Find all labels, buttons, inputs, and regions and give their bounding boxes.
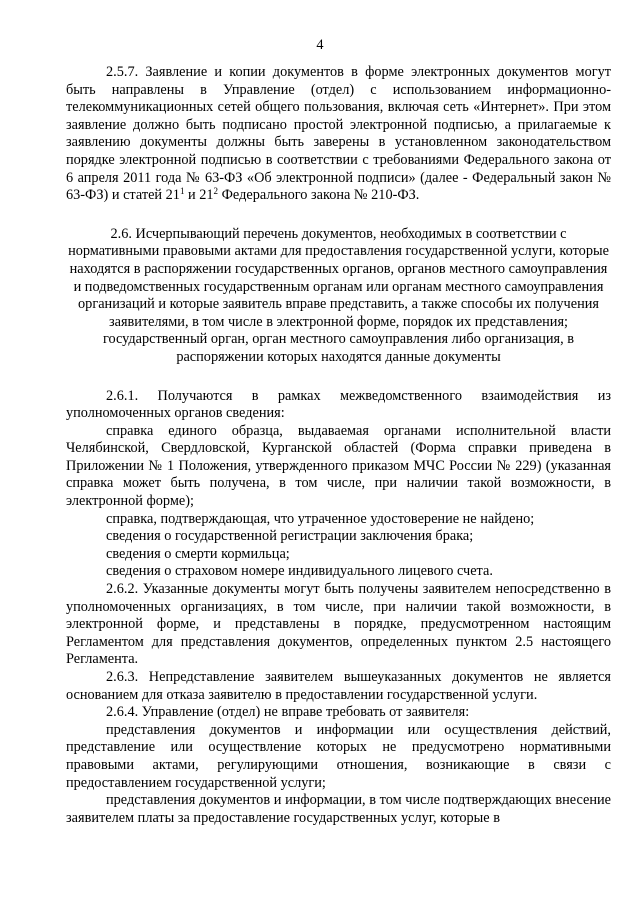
list-item-death: сведения о смерти кормильца; xyxy=(106,545,290,562)
superscript: 1 xyxy=(179,186,185,197)
superscript: 2 xyxy=(213,186,219,197)
paragraph-2-6-4: 2.6.4. Управление (отдел) не вправе требовать от заявителя: xyxy=(106,704,470,721)
paragraph-text: Федерального закона № 210-ФЗ. xyxy=(218,187,420,204)
paragraph-2-6-2: 2.6.2. Указанные документы могут быть получены заявителем непосредственно в уполномоченных организациях, в том числе, при наличии такой возможности, в электронной форме, и представлены в порядке, предусмотренном настоящим Регламентом для представления документов, определенных пунктом 2.5 настоящего Регламента. xyxy=(66,581,611,668)
page-number: 4 xyxy=(316,37,324,53)
document-body xyxy=(66,64,611,827)
paragraph-2-5-7 xyxy=(66,64,611,205)
list-item-certificate: справка единого образца, выдаваемая органами исполнительной власти Челябинской, Свердловской, Курганской областей (Форма справки приведена в Приложении № 1 Положения, утвержденного приказом МЧС России № 229) (указанная справка может быть получена, в том числе, при наличии такой возможности, в электронной форме); xyxy=(66,422,611,510)
paragraph-text: 2.5.7. Заявление и копии документов в форме электронных документов могут быть направлены в Управление (отдел) с использованием информационно-телекоммуникационных сетей общего пользования, включая сеть «Интернет». При этом заявление должно быть подписано простой электронной подписью, а прилагаемые к заявлению документы должны быть заверены в установленном законодательством порядке электронной подписью в соответствии с требованиями Федерального закона от 6 апреля 2011 года № 63-ФЗ «Об электронной подписи» (далее - Федеральный закон № 63-ФЗ) и статей 21 xyxy=(66,64,611,204)
list-item-marriage: сведения о государственной регистрации заключения брака; xyxy=(106,528,474,545)
list-item-requirement-2: представления документов и информации, в том числе подтверждающих внесение заявителем платы за предоставление государственных услуг, которые в xyxy=(66,792,611,826)
paragraph-text: и 21 xyxy=(184,187,214,204)
list-item-snils: сведения о страховом номере индивидуального лицевого счета. xyxy=(106,563,493,580)
list-item-lost-certificate: справка, подтверждающая, что утраченное удостоверение не найдено; xyxy=(106,510,535,527)
section-2-6-title: 2.6. Исчерпывающий перечень документов, необходимых в соответствии с нормативными правовыми актами для предоставления государственной услуги, которые находятся в распоряжении государственных органов, органов местного самоуправления и подведомственных государственным органам или органам местного самоуправления организаций и которые заявитель вправе представить, а также способы их получения заявителями, в том числе в электронной форме, порядок их представления; государственный орган, орган местного самоуправления либо организация, в распоряжении которых находятся данные документы xyxy=(68,225,609,365)
paragraph-2-6-1: 2.6.1. Получаются в рамках межведомственного взаимодействия из уполномоченных органов сведения: xyxy=(66,387,611,422)
paragraph-2-6-3: 2.6.3. Непредставление заявителем вышеуказанных документов не является основанием для отказа заявителю в предоставлении государственной услуги. xyxy=(66,669,611,703)
list-item-requirement-1: представления документов и информации или осуществления действий, представление или осуществление которых не предусмотрено нормативными правовыми актами, регулирующими отношения, возникающие в связи с предоставлением государственной услуги; xyxy=(66,721,611,791)
